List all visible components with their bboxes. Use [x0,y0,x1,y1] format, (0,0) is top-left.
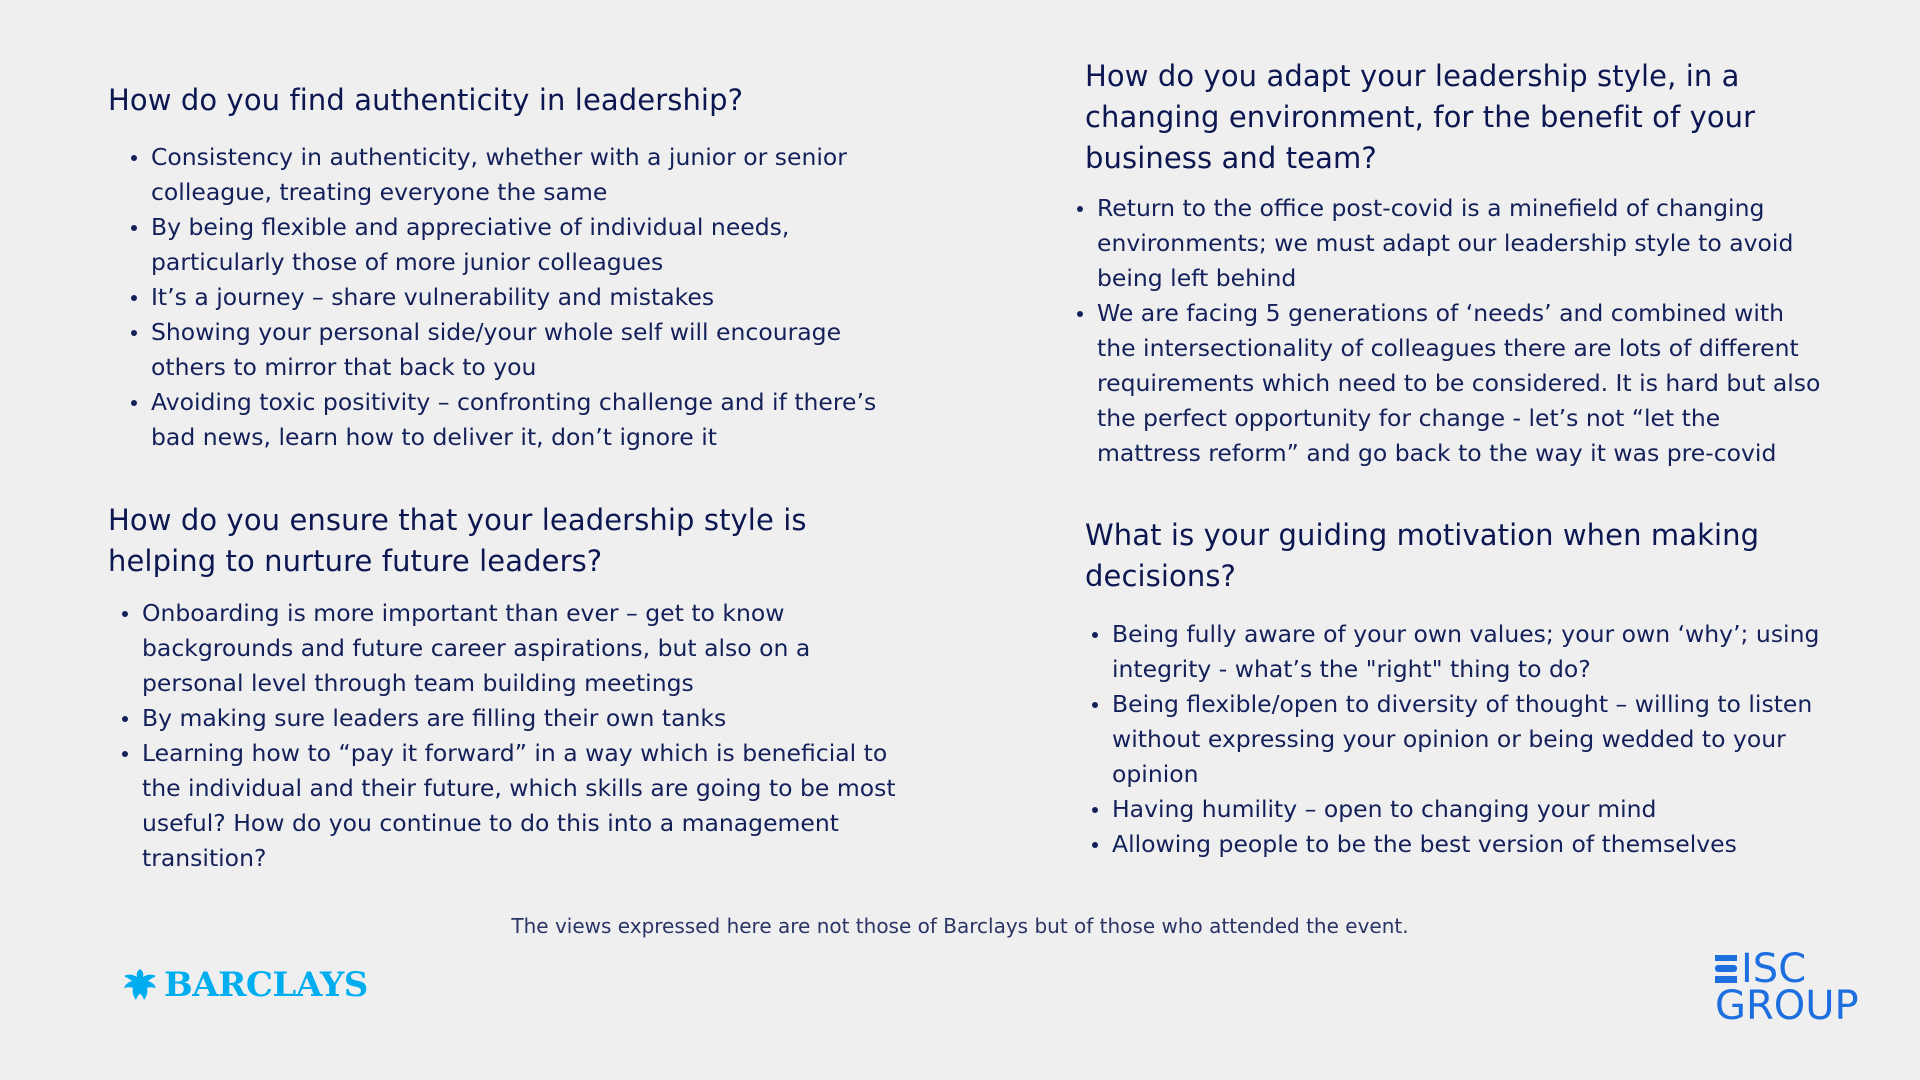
section-nurture-future-leaders [108,500,908,876]
isc-emblem-icon [1715,953,1739,985]
barclays-logo [120,965,368,1005]
isc-text: ISC [1741,946,1807,992]
list-item: It’s a journey – share vulnerability and mistakes [151,280,908,315]
list-item: Allowing people to be the best version of themselves [1112,827,1825,862]
section-heading: How do you adapt your leadership style, in a changing environment, for the benefit of your business and team? [1085,59,1756,175]
list-item: Showing your personal side/your whole self will encourage others to mirror that back to you [151,315,908,385]
barclays-wordmark: BARCLAYS [164,965,368,1005]
bullet-list [1085,617,1825,862]
bullet-list [108,596,908,876]
list-item: By being flexible and appreciative of individual needs, particularly those of more junior colleagues [151,210,908,280]
list-item: Avoiding toxic positivity – confronting challenge and if there’s bad news, learn how to deliver it, don’t ignore it [151,385,908,455]
list-item: We are facing 5 generations of ‘needs’ and combined with the intersectionality of colleagues there are lots of different requirements which need to be considered. It is hard but also the perfect opportunity for change - let’s not “let the mattress reform” and go back to the way it was pre-covid [1097,296,1825,471]
list-item: Return to the office post-covid is a minefield of changing environments; we must adapt our leadership style to avoid being left behind [1097,191,1825,296]
list-item: Being fully aware of your own values; your own ‘why’; using integrity - what’s the "right" thing to do? [1112,617,1825,687]
bullet-list [1085,191,1825,471]
list-item: Onboarding is more important than ever – get to know backgrounds and future career aspirations, but also on a personal level through team building meetings [142,596,908,701]
section-adapt-leadership-style [1085,56,1825,471]
isc-group-logo [1715,946,1859,1029]
section-heading: How do you find authenticity in leadership? [108,83,744,117]
section-guiding-motivation [1085,515,1825,862]
disclaimer-text: The views expressed here are not those of Barclays but of those who attended the event. [511,914,1409,938]
eagle-icon [120,965,160,1005]
list-item: Consistency in authenticity, whether with a junior or senior colleague, treating everyone the same [151,140,908,210]
list-item: By making sure leaders are filling their own tanks [142,701,908,736]
section-heading: How do you ensure that your leadership style is helping to nurture future leaders? [108,503,807,578]
list-item: Having humility – open to changing your mind [1112,792,1825,827]
list-item: Being flexible/open to diversity of thought – willing to listen without expressing your opinion or being wedded to your opinion [1112,687,1825,792]
list-item: Learning how to “pay it forward” in a way which is beneficial to the individual and their future, which skills are going to be most useful? How do you continue to do this into a management transition? [142,736,908,876]
group-text: GROUP [1715,983,1859,1029]
section-heading: What is your guiding motivation when making decisions? [1085,518,1760,593]
section-authenticity [108,80,908,455]
bullet-list [108,140,908,455]
